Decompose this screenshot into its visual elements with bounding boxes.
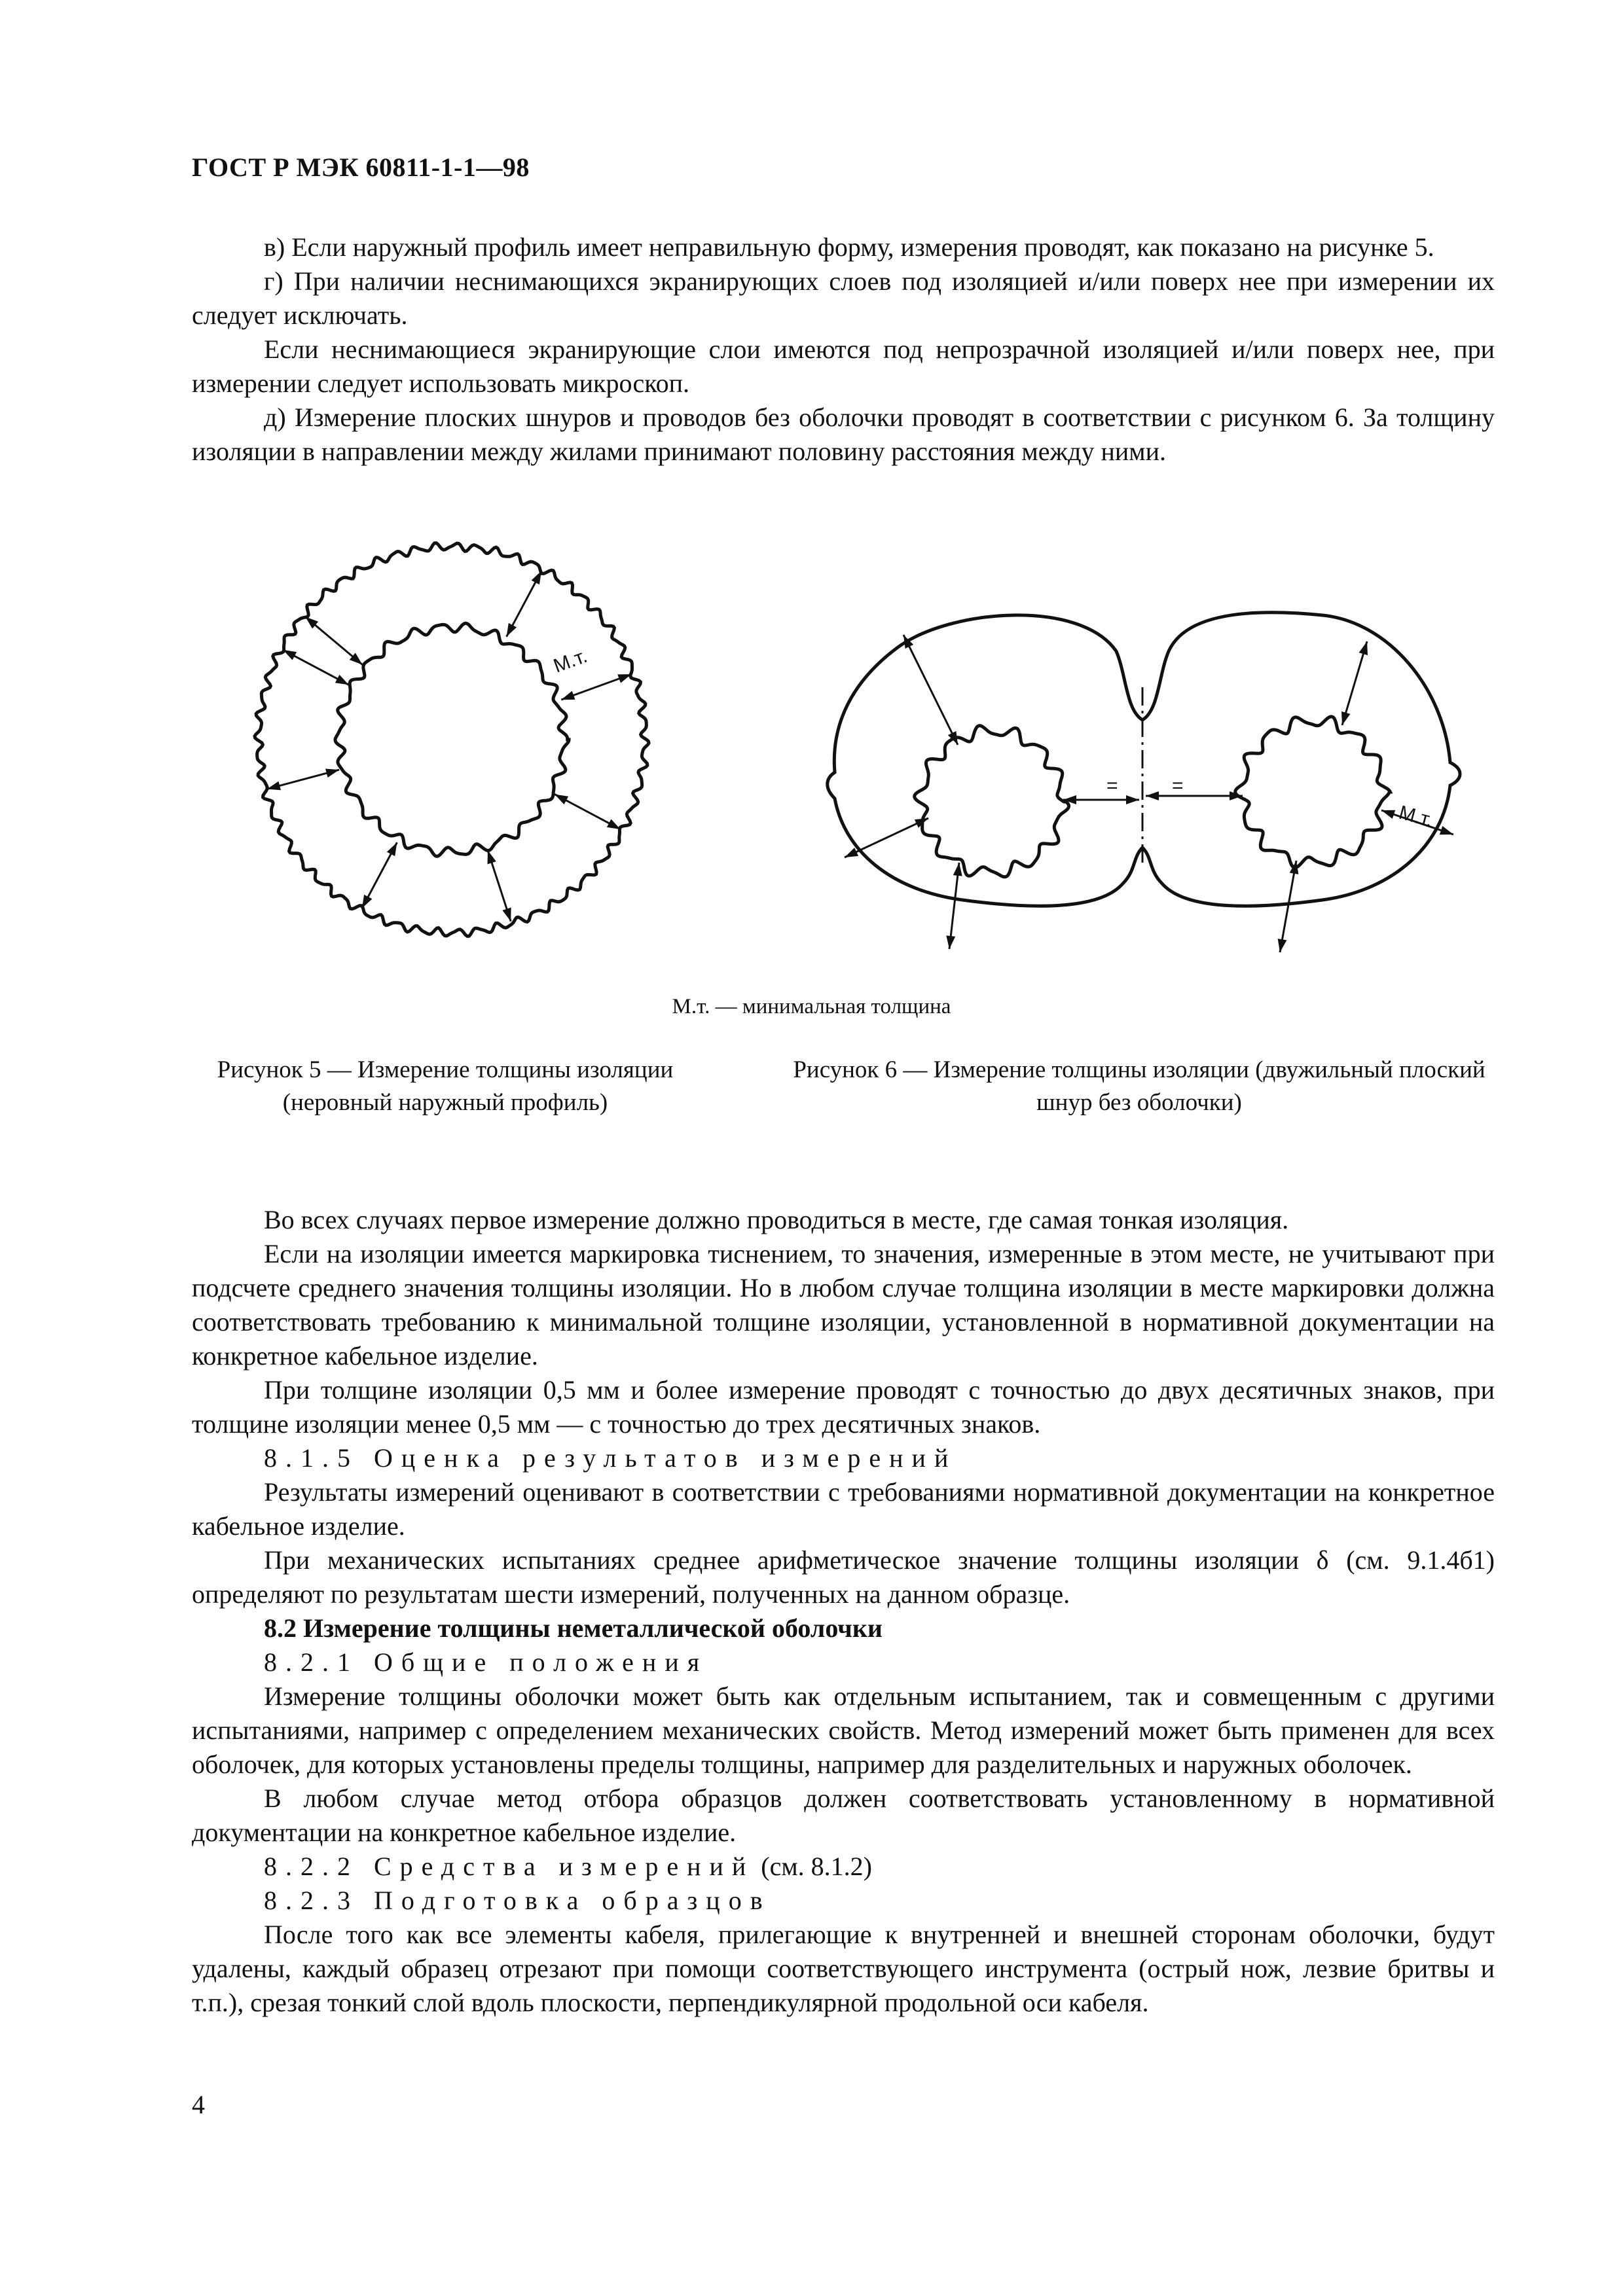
paragraph-results: Результаты измерений оценивают в соответствии с требованиями нормативной документации на конкретное кабельное изделие. xyxy=(192,1477,1495,1541)
paragraph-first-measurement: Во всех случаях первое измерение должно проводиться в месте, где самая тонкая изоляция. xyxy=(264,1205,1289,1234)
fig6-arrow-gap-left-head xyxy=(1126,795,1139,804)
fig6-arrow-left-head xyxy=(845,848,858,857)
paragraph-sheath-general: Измерение толщины оболочки может быть как отдельным испытанием, так и совмещенным с другими испытаниями, например с определением механических свойств. Метод измерений может быть применен для всех оболочек, для которых установлены пределы толщины, например для разделительных и наружных оболочек. xyxy=(192,1681,1495,1779)
figure-legend: М.т. — минимальная толщина xyxy=(672,995,951,1018)
fig6-arrow-min-thickness-head xyxy=(1381,810,1395,819)
top-text-block xyxy=(192,230,1495,469)
paragraph-embossing: Если на изоляции имеется маркировка тиснением, то значения, измеренные в этом месте, не учитывают при подсчете среднего значения толщины изоляции. Но в любом случае толщина изоляции в месте маркировки должна соответствовать требованию к минимальной толщине изоляции, установленной в нормативной документации на конкретное кабельное изделие. xyxy=(192,1239,1495,1371)
fig5-measure-arrow-3-head xyxy=(607,819,621,830)
figure-6-drawing xyxy=(818,602,1486,969)
figure-5-caption: Рисунок 5 — Измерение толщины изоляции (неровный наружный профиль) xyxy=(217,1056,674,1116)
figure-6-caption: Рисунок 6 — Измерение толщины изоляции (двужильный плоский шнур без оболочки) xyxy=(793,1056,1486,1116)
fig5-outer-profile xyxy=(255,543,649,937)
paragraph-mechanical: При механических испытаниях среднее арифметическое значение толщины изоляции δ (см. 9.1.4б1) определяют по результатам шести измерений, полученных на данном образце. xyxy=(192,1545,1495,1609)
fig5-measure-arrow-7-head xyxy=(335,675,349,685)
paragraph-shield: Если неснимающиеся экранирующие слои имеются под непрозрачной изоляцией и/или поверх нее, при измерении следует использовать микроскоп. xyxy=(192,334,1495,398)
paragraph-sample-prep: После того как все элементы кабеля, прилегающие к внутренней и внешней сторонам оболочки, будут удалены, каждый образец отрезают при помощи соответствующего инструмента (острый нож, лезвие бритвы и т.п.), срезая тонкий слой вдоль плоскости, перпендикулярной продольной оси кабеля. xyxy=(192,1920,1495,2017)
fig6-arrow-lower-left-head xyxy=(946,935,955,949)
fig6-arrow-lower-right-head xyxy=(1278,939,1287,952)
fig6-equal-left: = xyxy=(1106,775,1118,797)
fig6-outer-profile xyxy=(828,613,1460,906)
fig5-min-thickness-label: М.т. xyxy=(551,645,591,677)
fig5-inner-profile xyxy=(335,623,569,856)
fig5-measure-arrow-3-head xyxy=(555,795,568,805)
fig5-measure-arrow-5-head xyxy=(362,895,373,908)
fig5-measure-arrow-2-head xyxy=(617,674,631,683)
page-header: ГОСТ Р МЭК 60811-1-1—98 xyxy=(192,152,530,182)
page-number: 4 xyxy=(192,2090,205,2119)
paragraph-sampling: В любом случае метод отбора образцов должен соответствовать установленному в нормативной документации на конкретное кабельное изделие. xyxy=(192,1784,1495,1847)
section-8-2-2-heading xyxy=(192,1850,1495,1884)
fig6-left-core-profile xyxy=(915,726,1069,877)
fig5-measure-arrow-6-head xyxy=(267,781,281,791)
section-8-2-1-heading: 8.2.1 Общие положения xyxy=(264,1647,708,1677)
fig6-arrow-upper-right-head xyxy=(1359,641,1368,655)
fig5-measure-arrow-2-head xyxy=(561,691,575,700)
paragraph-d: д) Измерение плоских шнуров и проводов без оболочки проводят в соответствии с рисунком 6. За толщину изоляции в направлении между жилами принимают половину расстояния между ними. xyxy=(192,403,1495,466)
section-8-2-2-ref: (см. 8.1.2) xyxy=(754,1852,873,1881)
fig5-measure-arrow-1-head xyxy=(507,623,517,637)
paragraph-g: г) При наличии неснимающихся экранирующих слоев под изоляцией и/или поверх нее при измерении их следует исключать. xyxy=(192,266,1495,330)
fig5-measure-arrow-6-head xyxy=(325,769,339,778)
fig5-measure-arrow-4-head xyxy=(502,908,511,922)
fig6-min-thickness-label: М.т. xyxy=(1396,801,1436,832)
section-8-2-3-heading: 8.2.3 Подготовка образцов xyxy=(264,1886,771,1915)
section-8-1-5-heading: 8.1.5 Оценка результатов измерений xyxy=(264,1443,957,1473)
fig6-right-core-profile xyxy=(1235,717,1391,868)
fig6-arrow-lower-right xyxy=(1280,861,1296,952)
section-8-2-heading: 8.2 Измерение толщины неметаллической оболочки xyxy=(264,1613,883,1643)
paragraph-precision: При толщине изоляции 0,5 мм и более измерение проводят с точностью до двух десятичных знаков, при толщине изоляции менее 0,5 мм — с точностью до трех десятичных знаков. xyxy=(192,1375,1495,1439)
fig5-measure-arrow-7-head xyxy=(283,650,297,660)
fig6-arrow-left xyxy=(845,818,928,857)
bottom-text-block xyxy=(192,1203,1495,2020)
fig6-arrow-min-thickness-head xyxy=(1440,826,1453,834)
fig6-arrow-gap-right-head xyxy=(1146,791,1159,800)
fig6-arrow-upper-left xyxy=(903,635,958,745)
fig6-equal-right: = xyxy=(1172,775,1184,797)
figure-5-drawing xyxy=(216,537,694,956)
fig5-measure-arrow-1-head xyxy=(532,571,542,584)
fig5-measure-arrow-5-head xyxy=(387,842,397,856)
section-8-2-2-title: 8.2.2 Средства измерений xyxy=(264,1852,755,1881)
fig5-measure-arrow-4-head xyxy=(488,850,496,864)
fig6-arrow-upper-right-head xyxy=(1341,711,1350,725)
fig6-arrow-upper-right xyxy=(1342,641,1367,725)
paragraph-v: в) Если наружный профиль имеет неправильную форму, измерения проводят, как показано на рисунке 5. xyxy=(264,232,1434,262)
fig6-arrow-lower-left-head xyxy=(953,863,962,876)
